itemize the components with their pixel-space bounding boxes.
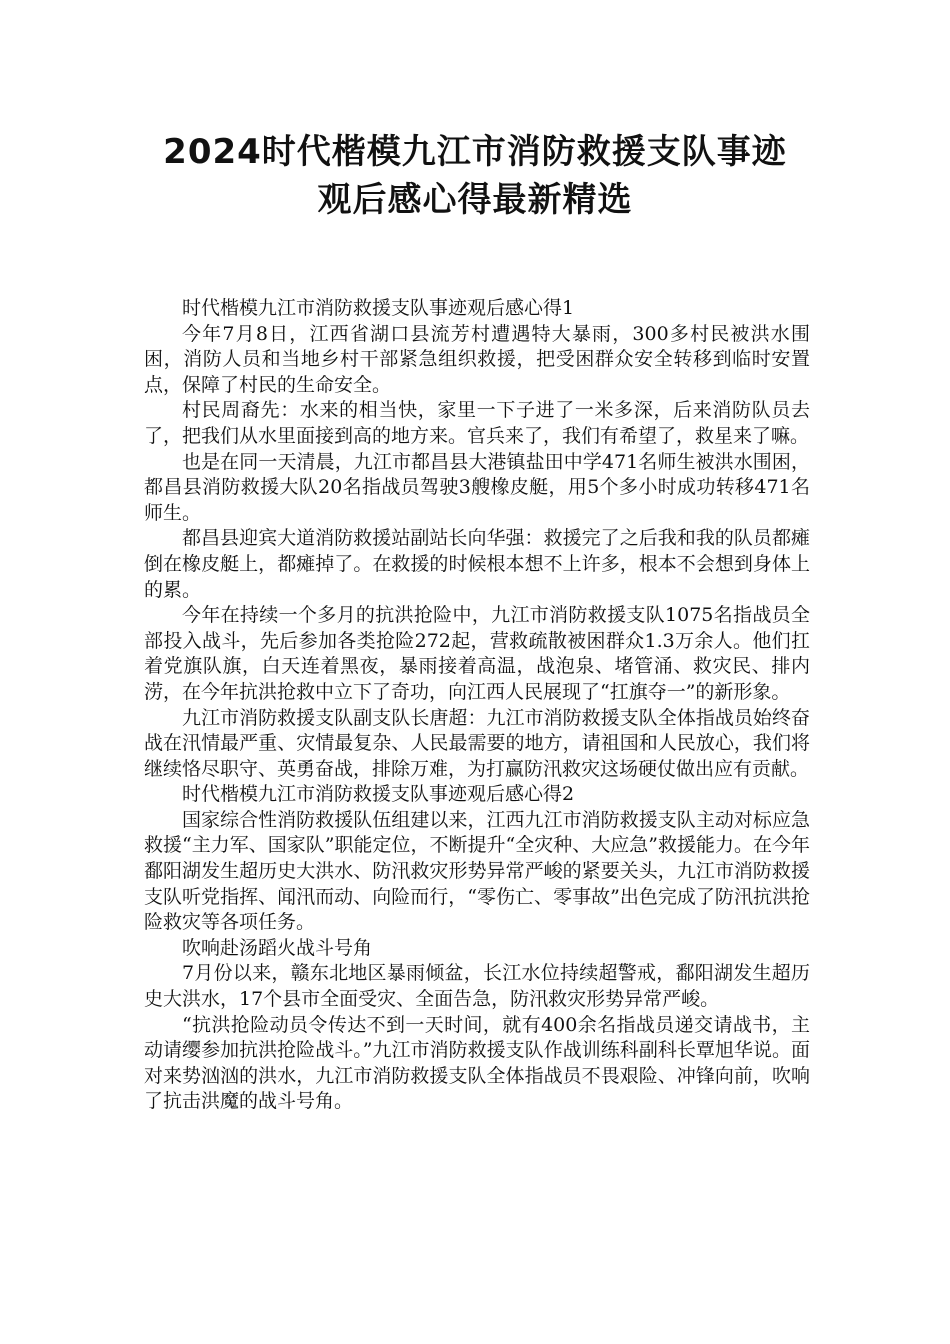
- title-line-2: 观后感心得最新精选: [317, 180, 633, 220]
- paragraph: 都昌县迎宾大道消防救援站副站长向华强：救援完了之后我和我的队员都瘫倒在橡皮艇上，都瘫掉了。在救援的时候根本想不上许多，根本不会想到身体上的累。: [144, 527, 810, 601]
- paragraph: “抗洪抢险动员令传达不到一天时间，就有400余名指战员递交请战书，主动请缨参加抗洪抢险战斗。”九江市消防救援支队作战训练科副科长覃旭华说。面对来势汹汹的洪水，九江市消防救援支队全体指战员不畏艰险、冲锋向前，吹响了抗击洪魔的战斗号角。: [144, 1013, 810, 1113]
- paragraph: 村民周裔先：水来的相当快，家里一下子进了一米多深，后来消防队员去了，把我们从水里面接到高的地方来。官兵来了，我们有希望了，救星来了嘛。: [144, 399, 810, 447]
- title-line-1: 2024时代楷模九江市消防救援支队事迹: [163, 132, 787, 172]
- paragraph: 国家综合性消防救援队伍组建以来，江西九江市消防救援支队主动对标应急救援“主力军、国家队”职能定位，不断提升“全灾种、大应急”救援能力。在今年鄱阳湖发生超历史大洪水、防汛救灾形势异常严峻的紧要关头，九江市消防救援支队听党指挥、闻汛而动、向险而行，“零伤亡、零事故”出色完成了防汛抗洪抢险救灾等各项任务。: [144, 808, 810, 934]
- document-title: [110, 128, 840, 224]
- paragraph: 今年7月8日，江西省湖口县流芳村遭遇特大暴雨，300多村民被洪水围困，消防人员和当地乡村干部紧急组织救援，把受困群众安全转移到临时安置点，保障了村民的生命安全。: [144, 322, 810, 396]
- paragraph: 今年在持续一个多月的抗洪抢险中，九江市消防救援支队1075名指战员全部投入战斗，先后参加各类抢险272起，营救疏散被困群众1.3万余人。他们扛着党旗队旗，白天连着黑夜，暴雨接着高温，战泡泉、堵管涌、救灾民、排内涝，在今年抗洪抢救中立下了奇功，向江西人民展现了“扛旗夺一”的新形象。: [144, 604, 810, 703]
- paragraph: 7月份以来，赣东北地区暴雨倾盆，长江水位持续超警戒，鄱阳湖发生超历史大洪水，17个县市全面受灾、全面告急，防汛救灾形势异常严峻。: [144, 962, 810, 1011]
- paragraph: 九江市消防救援支队副支队长唐超：九江市消防救援支队全体指战员始终奋战在汛情最严重、灾情最复杂、人民最需要的地方，请祖国和人民放心，我们将继续恪尽职守、英勇奋战，排除万难，为打赢防汛救灾这场硬仗做出应有贡献。: [144, 706, 810, 780]
- section-heading-2: 时代楷模九江市消防救援支队事迹观后感心得2: [182, 783, 575, 806]
- document-body: [144, 296, 810, 1115]
- section-heading-1: 时代楷模九江市消防救援支队事迹观后感心得1: [182, 297, 575, 319]
- subheading: 吹响赴汤蹈火战斗号角: [182, 936, 373, 959]
- paragraph: 也是在同一天清晨，九江市都昌县大港镇盐田中学471名师生被洪水围困，都昌县消防救援大队20名指战员驾驶3艘橡皮艇，用5个多小时成功转移471名师生。: [144, 450, 810, 524]
